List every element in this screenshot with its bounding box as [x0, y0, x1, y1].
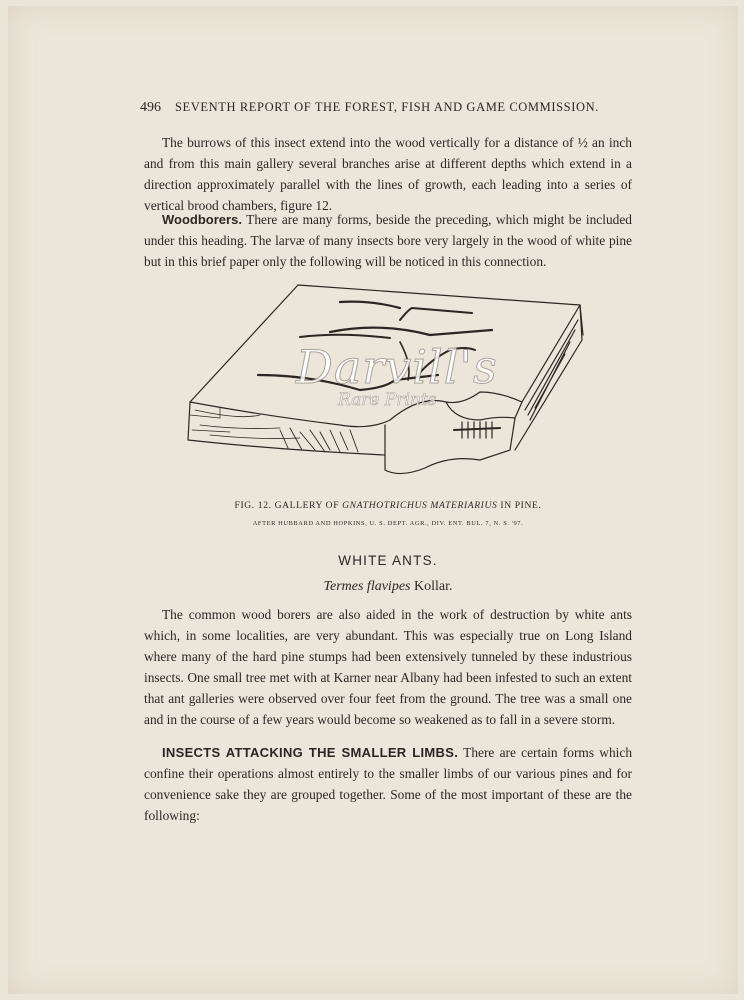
run-in-heading: INSECTS ATTACKING THE SMALLER LIMBS. [162, 745, 459, 760]
caption-prefix: FIG. 12. GALLERY OF [234, 500, 340, 511]
paragraph-text: There are certain forms which confine their operations almost entirely to the smaller limbs of our various pines and for convenience sake they are grouped together. Some of the most important of these are the following: [144, 745, 633, 823]
watermark-sub-text: Rare Prints [338, 390, 437, 410]
paragraph-white-ants [144, 604, 632, 730]
paragraph-burrows [144, 132, 632, 216]
caption-suffix: IN PINE. [500, 500, 542, 511]
watermark-main-text: Darvill's [296, 340, 498, 394]
running-title: SEVENTH REPORT OF THE FOREST, FISH AND GAME COMMISSION. [175, 100, 599, 114]
paragraph-woodborers [144, 209, 632, 272]
paragraph-smaller-limbs [144, 742, 632, 826]
page-number: 496 [140, 100, 161, 115]
species-name: Termes flavipes [323, 579, 411, 594]
figure-credit: AFTER HUBBARD AND HOPKINS, U. S. DEPT. AGR., DIV. ENT. BUL. 7, N. S. '97. [252, 520, 524, 527]
section-title: WHITE ANTS. [338, 553, 438, 568]
paragraph-text: The burrows of this insect extend into the wood vertically for a distance of ½ an inch and from this main gallery several branches arise at different depths which extend in a direction approximately parallel with the lines of growth, each leading into a series of vertical brood chambers, figure 12. [144, 135, 632, 213]
paragraph-text: There are many forms, beside the preceding, which might be included under this heading. The larvæ of many insects bore very largely in the wood of white pine but in this brief paper only the following will be noticed in this connection. [144, 212, 633, 269]
species-author: Kollar. [413, 579, 453, 594]
section-subtitle [144, 579, 632, 595]
caption-species: GNATHOTRICHUS MATERIARIUS [342, 500, 498, 511]
run-in-heading: Woodborers. [162, 212, 242, 227]
figure-wood-gallery-illustration [180, 280, 590, 485]
paragraph-text: The common wood borers are also aided in the work of destruction by white ants which, in some localities, are very abundant. This was especially true on Long Island where many of the hard pine stumps had been extensively tunneled by these industrious insects. One small tree met with at Karner near Albany had been infested to such an extent that ant galleries were observed over four feet from the ground. The tree was a small one and in the course of a few years would become so weakened as to fall in a severe storm. [144, 607, 632, 727]
wood-block-drawing [180, 280, 590, 485]
running-header [140, 100, 600, 116]
figure-caption [144, 500, 632, 511]
